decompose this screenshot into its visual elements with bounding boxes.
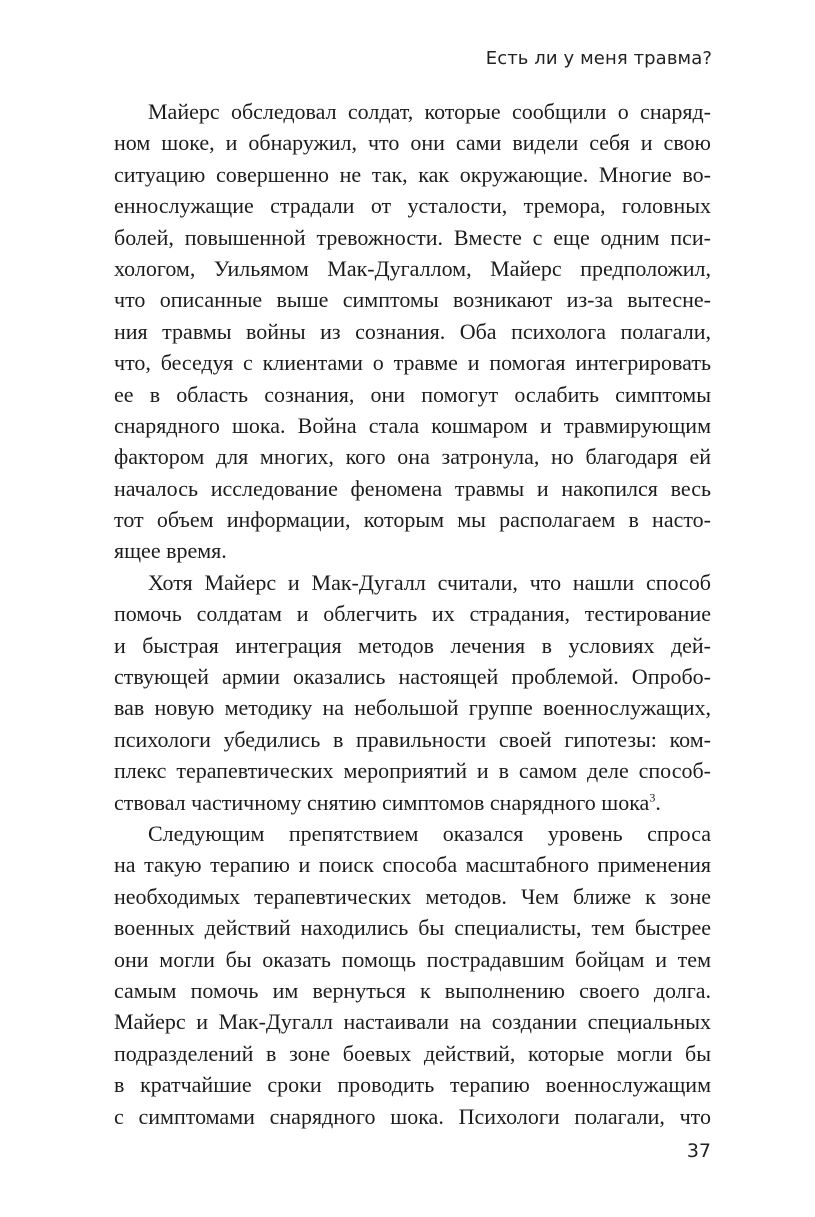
text-line: Следующим препятствием оказался уровень спроса bbox=[148, 820, 711, 846]
text-line: тот объем информации, которым мы располагаем в насто- bbox=[114, 507, 711, 533]
running-head: Есть ли у меня травма? bbox=[485, 48, 712, 69]
text-line: ее в область сознания, они помогут ослабить симптомы bbox=[114, 381, 711, 407]
text-line: необходимых терапевтических методов. Чем ближе к зоне bbox=[114, 883, 711, 909]
text-line: Майерс и Мак-Дугалл настаивали на создании специальных bbox=[114, 1009, 711, 1035]
body-text bbox=[114, 96, 711, 1132]
text-line: Хотя Майерс и Мак-Дугалл считали, что нашли способ bbox=[148, 569, 711, 595]
text-line: болей, повышенной тревожности. Вместе с еще одним пси- bbox=[114, 224, 711, 250]
text-line: на такую терапию и поиск способа масштабного применения bbox=[114, 852, 711, 878]
text-line: самым помочь им вернуться к выполнению своего долга. bbox=[114, 977, 711, 1003]
text-line: военных действий находились бы специалисты, тем быстрее bbox=[114, 915, 711, 941]
footnote-marker[interactable]: 3 bbox=[649, 790, 656, 805]
sentence-end: . bbox=[655, 789, 661, 815]
text-line: ситуацию совершенно не так, как окружающие. Многие во- bbox=[114, 161, 711, 187]
paragraph bbox=[114, 567, 711, 818]
text-line: фактором для многих, кого она затронула, но благодаря ей bbox=[114, 444, 711, 470]
text-line: плекс терапевтических мероприятий и в самом деле способ- bbox=[114, 758, 711, 784]
paragraph bbox=[114, 96, 711, 567]
paragraph bbox=[114, 818, 711, 1132]
text-line: ствующей армии оказались настоящей проблемой. Опробо- bbox=[114, 664, 711, 690]
text-line: что описанные выше симптомы возникают из-за вытесне- bbox=[114, 287, 711, 313]
text-line: ящее время. bbox=[114, 538, 227, 564]
text-line: снарядного шока. Война стала кошмаром и травмирующим bbox=[114, 412, 711, 438]
text-line: Майерс обследовал солдат, которые сообщили о снаряд- bbox=[148, 99, 711, 124]
text-line: психологи убедились в правильности своей гипотезы: ком- bbox=[114, 726, 711, 752]
text-line: подразделений в зоне боевых действий, которые могли бы bbox=[114, 1040, 711, 1066]
text-line: ствовал частичному снятию симптомов снарядного шока bbox=[114, 789, 650, 815]
page-number: 37 bbox=[686, 1140, 711, 1162]
text-line: с симптомами снарядного шока. Психологи полагали, что bbox=[114, 1103, 711, 1129]
text-line: в кратчайшие сроки проводить терапию военнослужащим bbox=[114, 1072, 711, 1098]
text-line: ния травмы войны из сознания. Оба психолога полагали, bbox=[114, 318, 711, 344]
text-line: началось исследование феномена травмы и накопился весь bbox=[114, 475, 711, 501]
text-line: и быстрая интеграция методов лечения в условиях дей- bbox=[114, 632, 711, 658]
text-line: еннослужащие страдали от усталости, тремора, головных bbox=[114, 193, 711, 219]
text-line: хологом, Уильямом Мак-Дугаллом, Майерс предположил, bbox=[114, 255, 711, 281]
text-line: что, беседуя с клиентами о травме и помогая интегрировать bbox=[114, 350, 711, 376]
text-line: вав новую методику на небольшой группе военнослужащих, bbox=[114, 695, 711, 721]
text-line: они могли бы оказать помощь пострадавшим бойцам и тем bbox=[114, 946, 711, 972]
text-line-with-footnote bbox=[114, 787, 711, 818]
text-line: помочь солдатам и облегчить их страдания, тестирование bbox=[114, 601, 711, 627]
text-line: ном шоке, и обнаружил, что они сами видели себя и свою bbox=[114, 130, 711, 156]
